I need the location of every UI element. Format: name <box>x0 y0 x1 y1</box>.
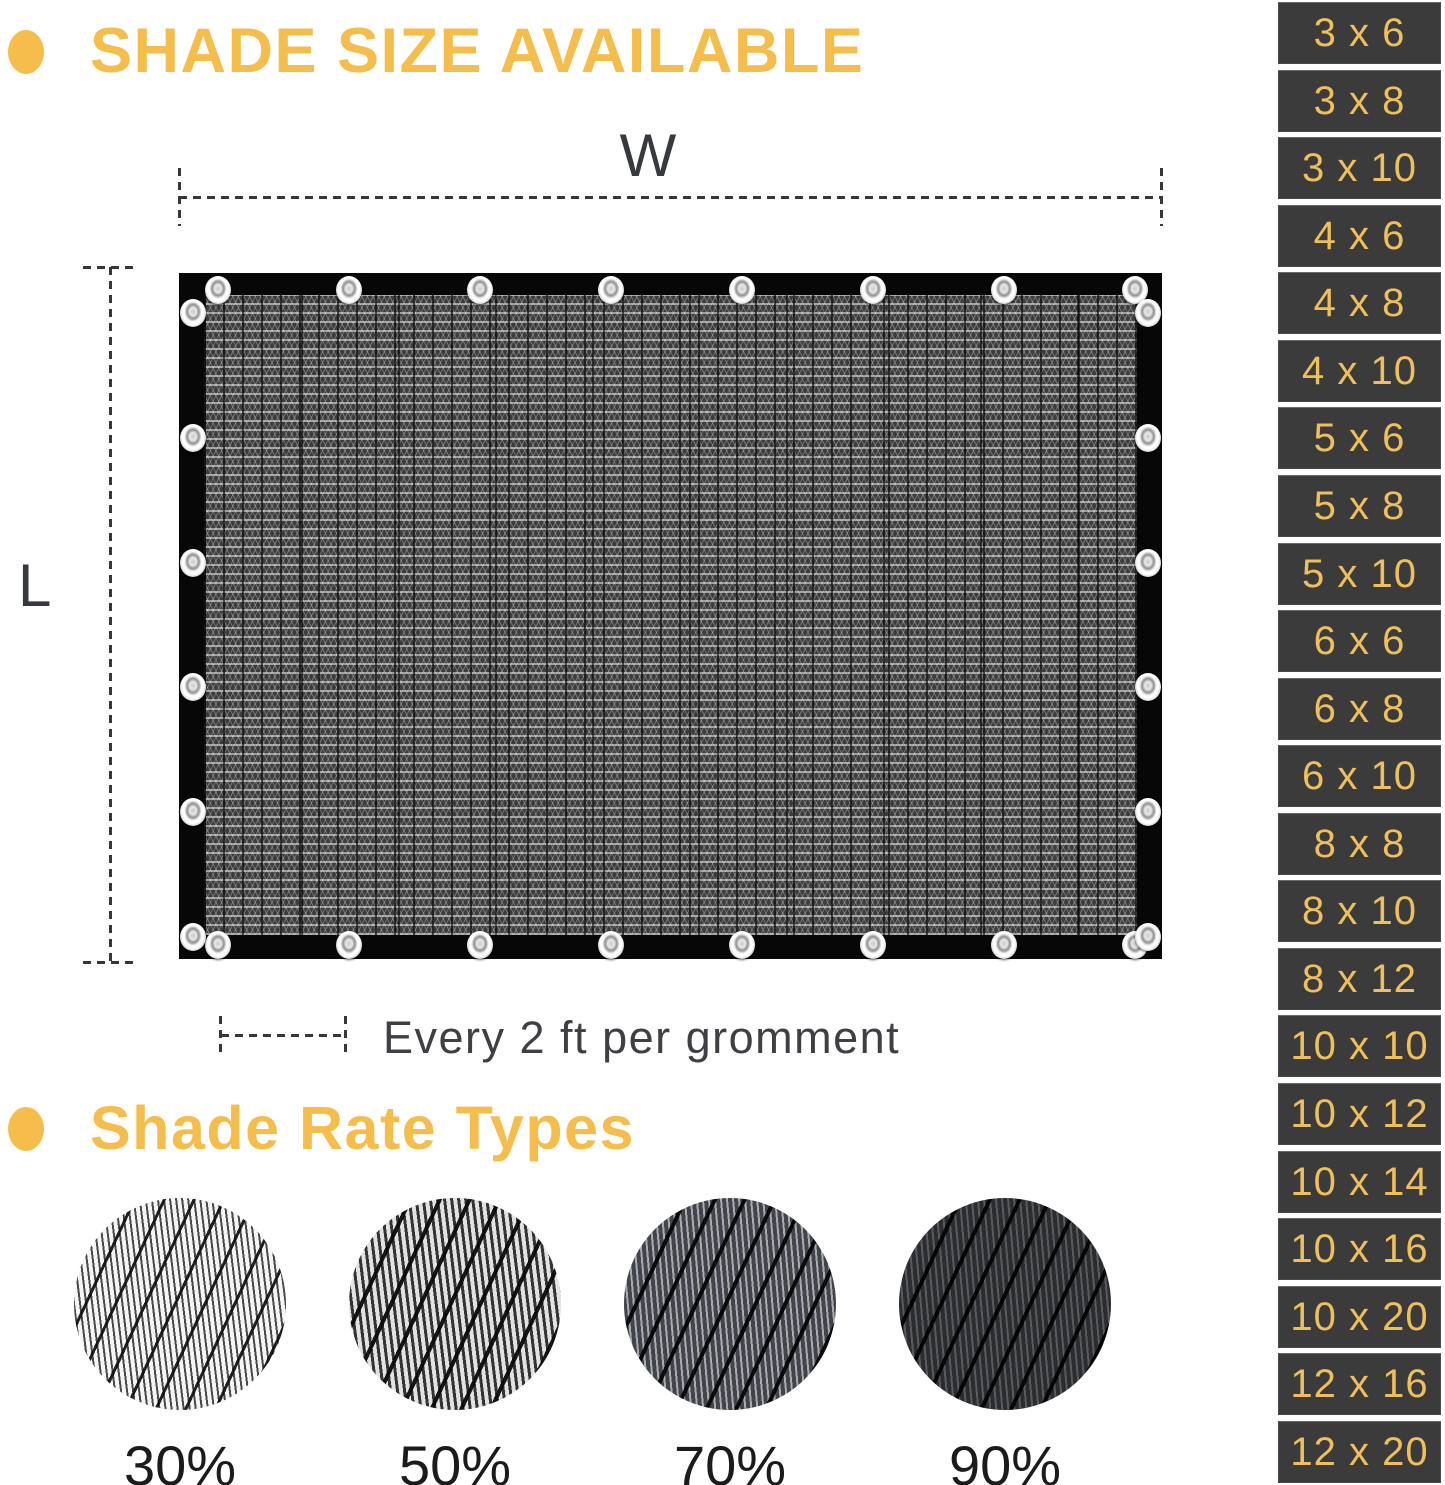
size-option: 4 x 8 <box>1278 272 1441 334</box>
grommet-icon <box>598 931 624 959</box>
size-available-title: SHADE SIZE AVAILABLE <box>90 16 865 86</box>
size-option: 6 x 10 <box>1278 745 1441 807</box>
shade-rate-title: Shade Rate Types <box>90 1094 635 1162</box>
grommet-icon <box>180 798 206 826</box>
size-option: 10 x 14 <box>1278 1151 1441 1213</box>
shade-rate-swatch-50 <box>349 1198 561 1410</box>
shade-rate-row <box>74 1198 1111 1485</box>
size-option: 10 x 20 <box>1278 1286 1441 1348</box>
bullet-dot-icon <box>8 1107 44 1151</box>
size-option: 5 x 8 <box>1278 475 1441 537</box>
size-option: 3 x 10 <box>1278 137 1441 199</box>
grommet-icon <box>336 276 362 304</box>
grommet-icon <box>1135 424 1161 452</box>
grommet-icon <box>180 673 206 701</box>
length-dimension-label: L <box>18 552 52 619</box>
shade-rate-swatch-90 <box>899 1198 1111 1410</box>
size-option: 8 x 12 <box>1278 948 1441 1010</box>
grommet-icon <box>205 276 231 304</box>
size-option: 4 x 6 <box>1278 205 1441 267</box>
grommet-icon <box>729 931 755 959</box>
grommet-icon <box>598 276 624 304</box>
grommet-icon <box>1135 798 1161 826</box>
grommet-spacing-note: Every 2 ft per gromment <box>383 1012 901 1063</box>
width-dimension-tick-right <box>1160 168 1163 226</box>
size-option: 10 x 16 <box>1278 1218 1441 1280</box>
shade-rate-percent: 90% <box>948 1434 1062 1485</box>
shade-rate-percent: 30% <box>123 1434 237 1485</box>
bullet-dot-icon <box>8 30 44 74</box>
grommet-icon <box>205 931 231 959</box>
size-option-rail <box>1278 2 1441 1483</box>
grommet-icon <box>180 424 206 452</box>
width-dimension-line <box>179 196 1162 199</box>
width-dimension-label: W <box>619 122 677 189</box>
grommet-icon <box>860 931 886 959</box>
grommet-icon <box>467 276 493 304</box>
shade-rate-item <box>74 1198 286 1485</box>
size-option: 12 x 16 <box>1278 1353 1441 1415</box>
size-option: 4 x 10 <box>1278 340 1441 402</box>
size-option: 3 x 8 <box>1278 70 1441 132</box>
grommet-gap-line <box>221 1034 344 1037</box>
grommet-icon <box>1135 299 1161 327</box>
size-option: 5 x 6 <box>1278 407 1441 469</box>
size-option: 12 x 20 <box>1278 1421 1441 1483</box>
shade-rate-item <box>624 1198 836 1485</box>
shade-rate-percent: 70% <box>673 1434 787 1485</box>
grommet-icon <box>860 276 886 304</box>
grommet-icon <box>991 931 1017 959</box>
grommet-icon <box>180 549 206 577</box>
width-dimension-tick-left <box>178 168 181 226</box>
length-dimension-tick-bottom <box>83 961 138 964</box>
size-option: 10 x 12 <box>1278 1083 1441 1145</box>
length-dimension-line <box>109 267 112 964</box>
size-available-header <box>8 16 865 86</box>
mesh-texture <box>204 295 1137 935</box>
size-option: 8 x 10 <box>1278 880 1441 942</box>
grommet-icon <box>1135 673 1161 701</box>
shade-rate-header <box>8 1094 635 1162</box>
grommet-icon <box>729 276 755 304</box>
length-dimension-tick-top <box>83 266 138 269</box>
grommet-icon <box>1135 923 1161 951</box>
shade-rate-swatch-70 <box>624 1198 836 1410</box>
size-option: 8 x 8 <box>1278 813 1441 875</box>
grommet-icon <box>180 923 206 951</box>
grommet-icon <box>336 931 362 959</box>
size-option: 10 x 10 <box>1278 1015 1441 1077</box>
shade-net-diagram <box>179 273 1162 959</box>
size-option: 3 x 6 <box>1278 2 1441 64</box>
grommet-gap-tick-right <box>344 1016 347 1054</box>
grommet-icon <box>1135 549 1161 577</box>
shade-rate-percent: 50% <box>398 1434 512 1485</box>
grommet-icon <box>467 931 493 959</box>
size-option: 5 x 10 <box>1278 543 1441 605</box>
grommet-icon <box>991 276 1017 304</box>
shade-rate-item <box>349 1198 561 1485</box>
size-option: 6 x 8 <box>1278 678 1441 740</box>
grommet-icon <box>180 299 206 327</box>
size-option: 6 x 6 <box>1278 610 1441 672</box>
shade-rate-item <box>899 1198 1111 1485</box>
shade-rate-swatch-30 <box>74 1198 286 1410</box>
